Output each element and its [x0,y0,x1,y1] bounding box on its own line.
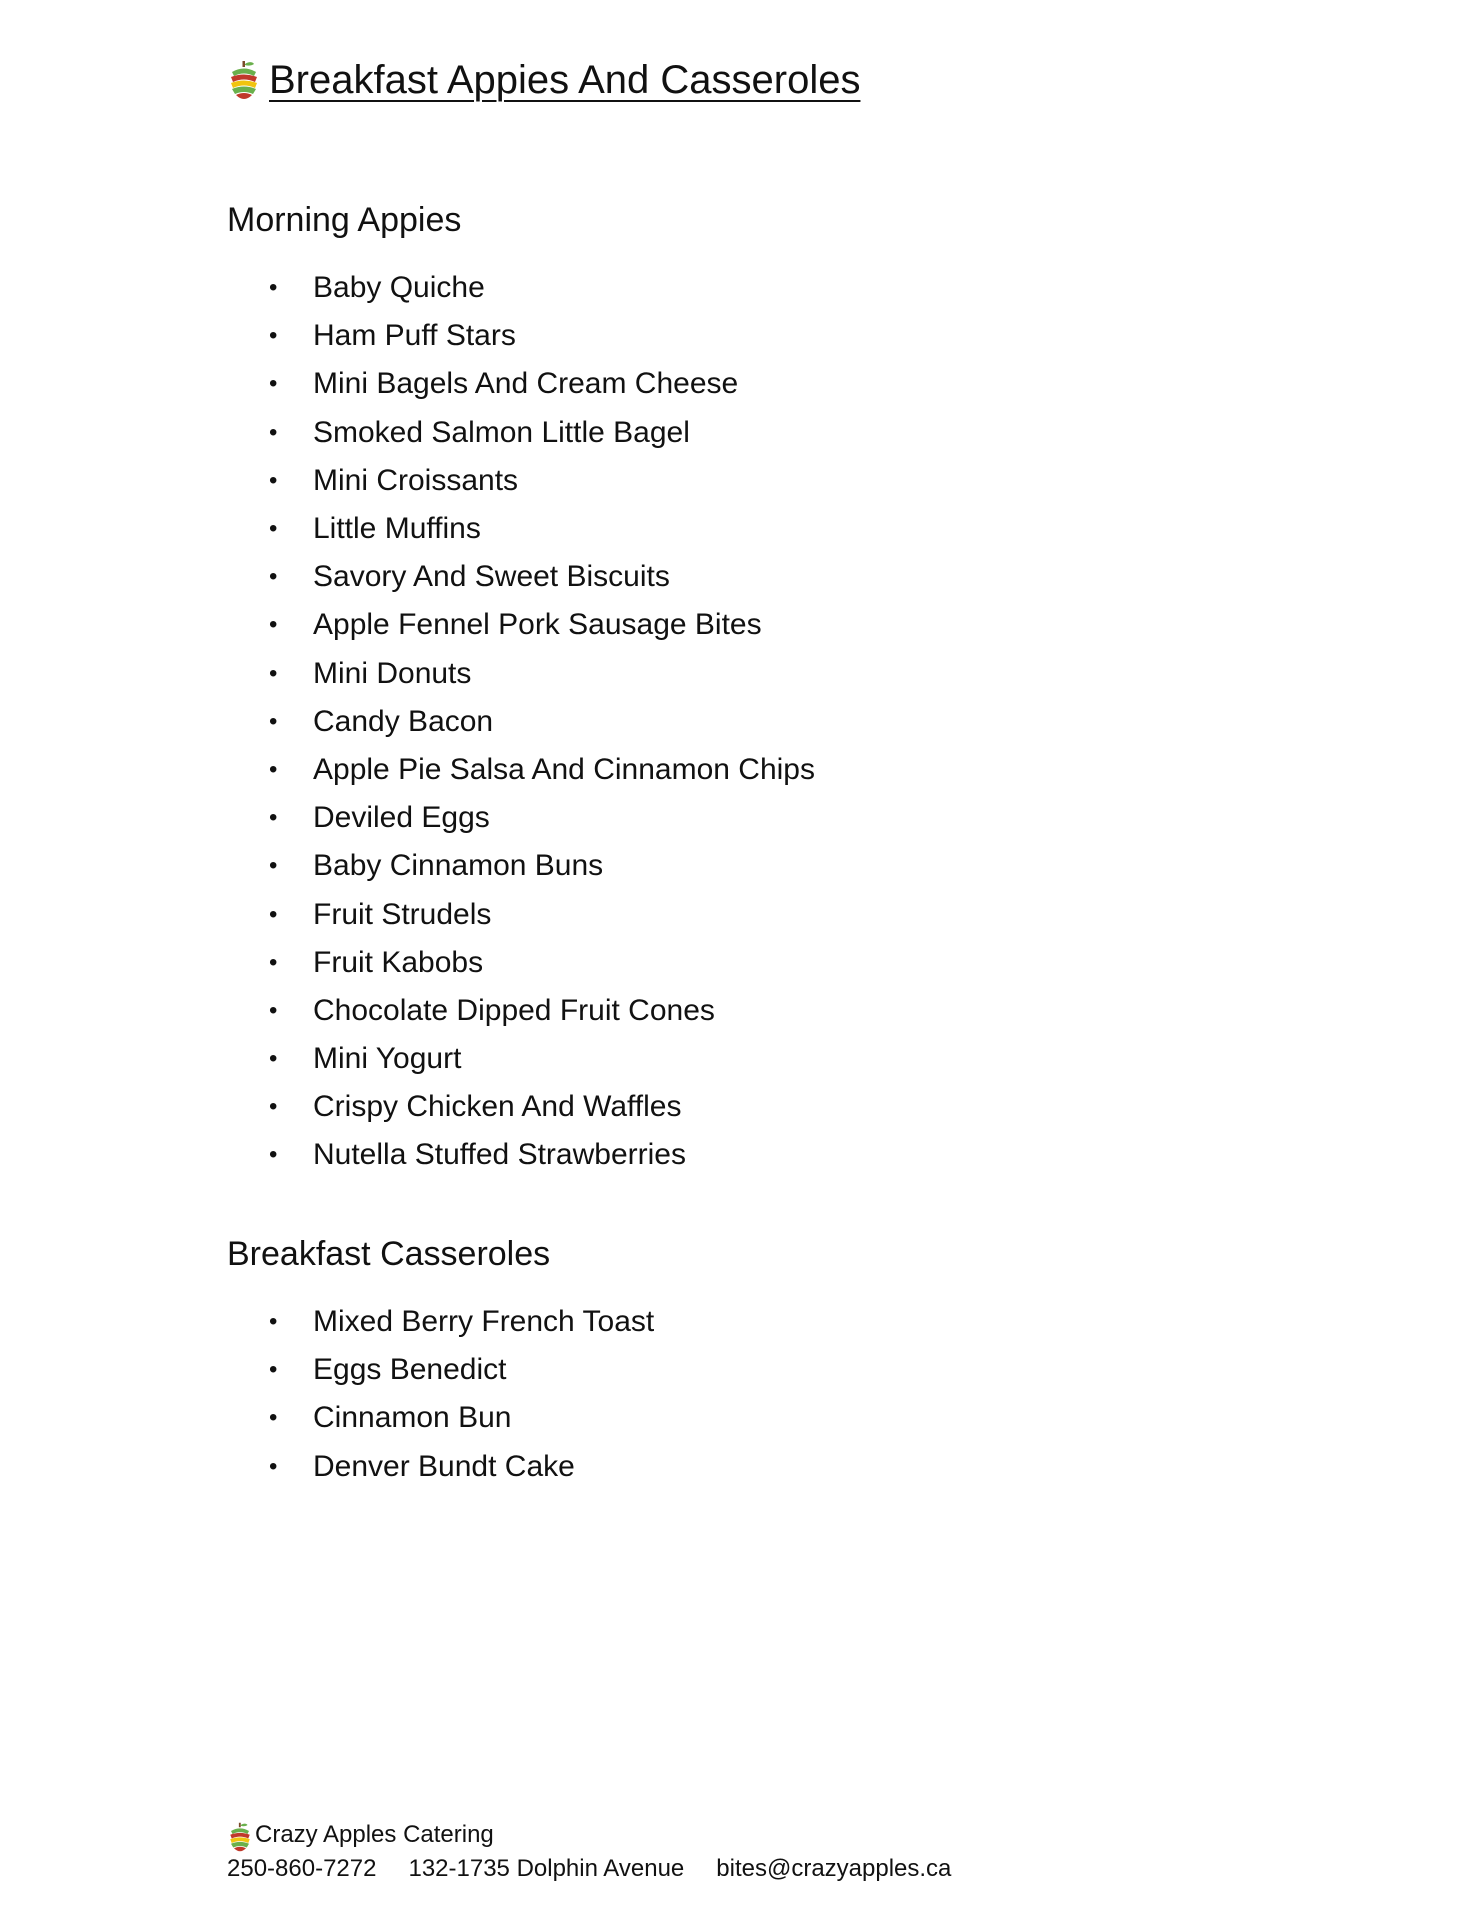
bullet-icon: • [269,707,278,735]
list-item: • Denver Bundt Cake [227,1443,654,1491]
bullet-icon: • [269,563,278,591]
bullet-icon: • [269,804,278,832]
footer-phone: 250-860-7272 [227,1855,377,1882]
list-item: • Baby Cinnamon Buns [227,842,815,890]
bullet-icon: • [269,1452,278,1480]
title-text: Breakfast Appies And Casseroles [269,58,861,102]
page-title [227,52,860,108]
list-item: • Mini Bagels And Cream Cheese [227,360,815,408]
list-item: • Ham Puff Stars [227,312,815,360]
list-item: • Mini Yogurt [227,1035,815,1083]
list-item: • Deviled Eggs [227,794,815,842]
bullet-icon: • [269,996,278,1024]
list-item: • Chocolate Dipped Fruit Cones [227,987,815,1035]
breakfast-casseroles-list [227,1298,654,1491]
footer-address: 132-1735 Dolphin Avenue [408,1855,685,1882]
bullet-icon: • [269,1356,278,1384]
bullet-icon: • [269,322,278,350]
list-item: • Fruit Kabobs [227,939,815,987]
bullet-icon: • [269,1404,278,1432]
list-item: • Candy Bacon [227,698,815,746]
bullet-icon: • [269,852,278,880]
list-item: • Savory And Sweet Biscuits [227,553,815,601]
footer-email[interactable]: bites@crazyapples.ca [716,1855,952,1882]
stacked-apple-icon [227,60,261,100]
section-heading-breakfast-casseroles: Breakfast Casseroles [227,1235,551,1273]
list-item: • Apple Pie Salsa And Cinnamon Chips [227,746,815,794]
list-item: • Fruit Strudels [227,890,815,938]
bullet-icon: • [269,755,278,783]
bullet-icon: • [269,418,278,446]
list-item: • Nutella Stuffed Strawberries [227,1131,815,1179]
morning-appies-list [227,264,815,1180]
bullet-icon: • [269,1308,278,1336]
footer-brand [227,1818,951,1852]
bullet-icon: • [269,370,278,398]
list-item: • Mixed Berry French Toast [227,1298,654,1346]
bullet-icon: • [269,1093,278,1121]
footer [227,1818,951,1886]
list-item: • Eggs Benedict [227,1346,654,1394]
footer-contact [227,1852,951,1886]
bullet-icon: • [269,274,278,302]
list-item: • Apple Fennel Pork Sausage Bites [227,601,815,649]
list-item: • Baby Quiche [227,264,815,312]
bullet-icon: • [269,515,278,543]
bullet-icon: • [269,611,278,639]
bullet-icon: • [269,1045,278,1073]
list-item: • Crispy Chicken And Waffles [227,1083,815,1131]
list-item: • Cinnamon Bun [227,1394,654,1442]
list-item: • Mini Donuts [227,650,815,698]
bullet-icon: • [269,1141,278,1169]
list-item: • Little Muffins [227,505,815,553]
bullet-icon: • [269,466,278,494]
stacked-apple-icon [227,1822,253,1852]
bullet-icon: • [269,659,278,687]
list-item: • Smoked Salmon Little Bagel [227,409,815,457]
footer-company: Crazy Apples Catering [255,1821,494,1848]
list-item: • Mini Croissants [227,457,815,505]
bullet-icon: • [269,900,278,928]
bullet-icon: • [269,948,278,976]
section-heading-morning-appies: Morning Appies [227,201,462,239]
